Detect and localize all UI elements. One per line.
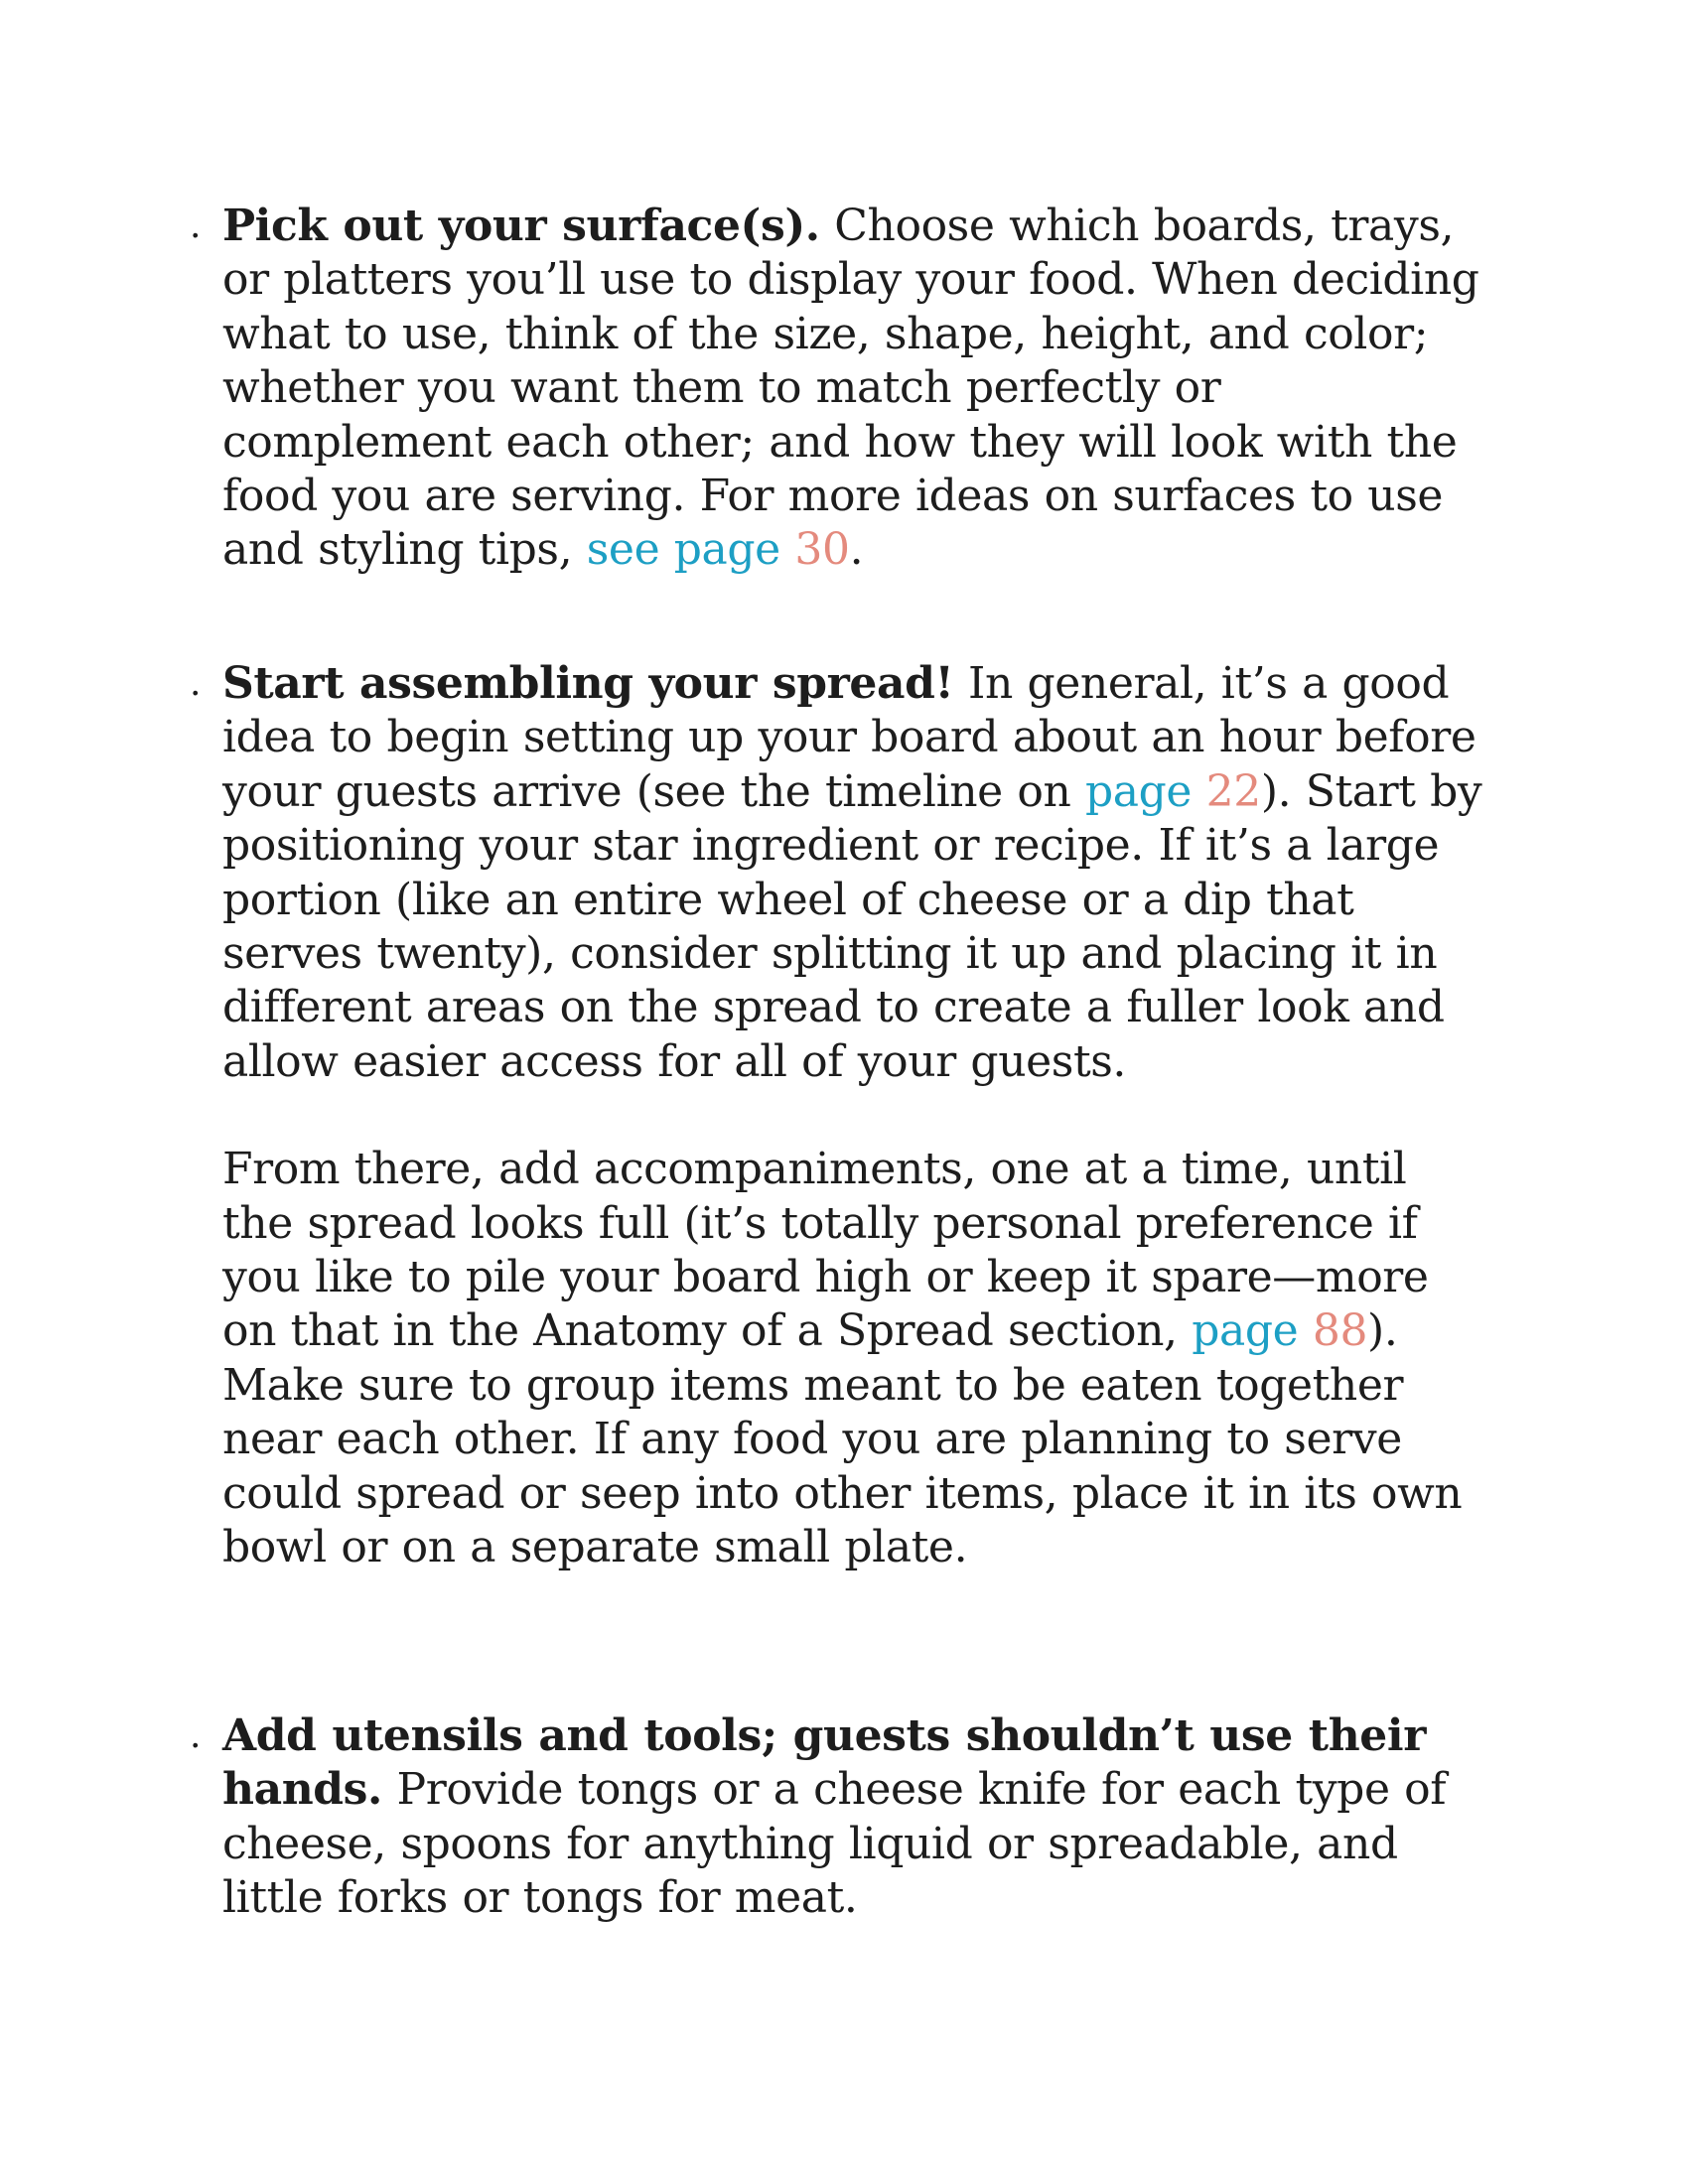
list-item xyxy=(190,657,1483,1575)
item-paragraph xyxy=(222,657,1483,1089)
item-body-text: In general, it’s a good idea to begin setting up your board about an hour before your guests arrive (see the timeline on xyxy=(222,658,1477,817)
link-page-number: 88 xyxy=(1312,1305,1368,1357)
link-label: see page xyxy=(586,524,780,576)
item-body-text-end: ). Make sure to group items meant to be eaten together near each other. If any food you are planning to serve could spread or seep into other items, place it in its own bowl or on a separate small plate. xyxy=(222,1305,1463,1573)
list-item xyxy=(190,200,1483,578)
page-reference-link[interactable] xyxy=(1192,1305,1367,1356)
item-body-text: From there, add accompaniments, one at a time, until the spread looks full (it’s totally personal preference if you like to pile your board high or keep it spare—more on that in the Anatomy of a Spread section, xyxy=(222,1144,1429,1357)
list-item xyxy=(190,1709,1483,1926)
item-heading: Start assembling your spread! xyxy=(222,658,954,709)
link-label: page xyxy=(1192,1305,1299,1357)
link-label: page xyxy=(1085,765,1193,817)
link-page-number: 22 xyxy=(1205,765,1261,817)
list-marker: . xyxy=(190,663,202,704)
item-paragraph-continued xyxy=(222,1143,1483,1574)
item-body-text-end: . xyxy=(849,524,864,576)
item-body-text: Provide tongs or a cheese knife for each type of cheese, spoons for anything liquid or spreadable, and little forks or tongs for meat. xyxy=(222,1764,1447,1924)
item-paragraph xyxy=(222,1709,1483,1926)
item-body-text-end: ). Start by positioning your star ingredient or recipe. If it’s a large portion (like an entire wheel of cheese or a dip that serves twenty), consider splitting it up and placing it in different areas on the spread to create a fuller look and allow easier access for all of your guests. xyxy=(222,765,1482,1087)
item-heading: Add utensils and tools; guests shouldn’t use their hands. xyxy=(222,1710,1426,1816)
list-marker: . xyxy=(190,1715,202,1756)
page-reference-link[interactable] xyxy=(1085,766,1261,817)
list-marker: . xyxy=(190,205,202,246)
item-paragraph xyxy=(222,200,1483,578)
item-body-text: Choose which boards, trays, or platters you’ll use to display your food. When deciding what to use, think of the size, shape, height, and color; whether you want them to match perfectly or complement each other; and how they will look with the food you are serving. For more ideas on surfaces to use and styling tips, xyxy=(222,201,1479,576)
link-page-number: 30 xyxy=(794,524,850,576)
page-reference-link[interactable] xyxy=(587,524,850,575)
item-heading: Pick out your surface(s). xyxy=(222,201,820,251)
